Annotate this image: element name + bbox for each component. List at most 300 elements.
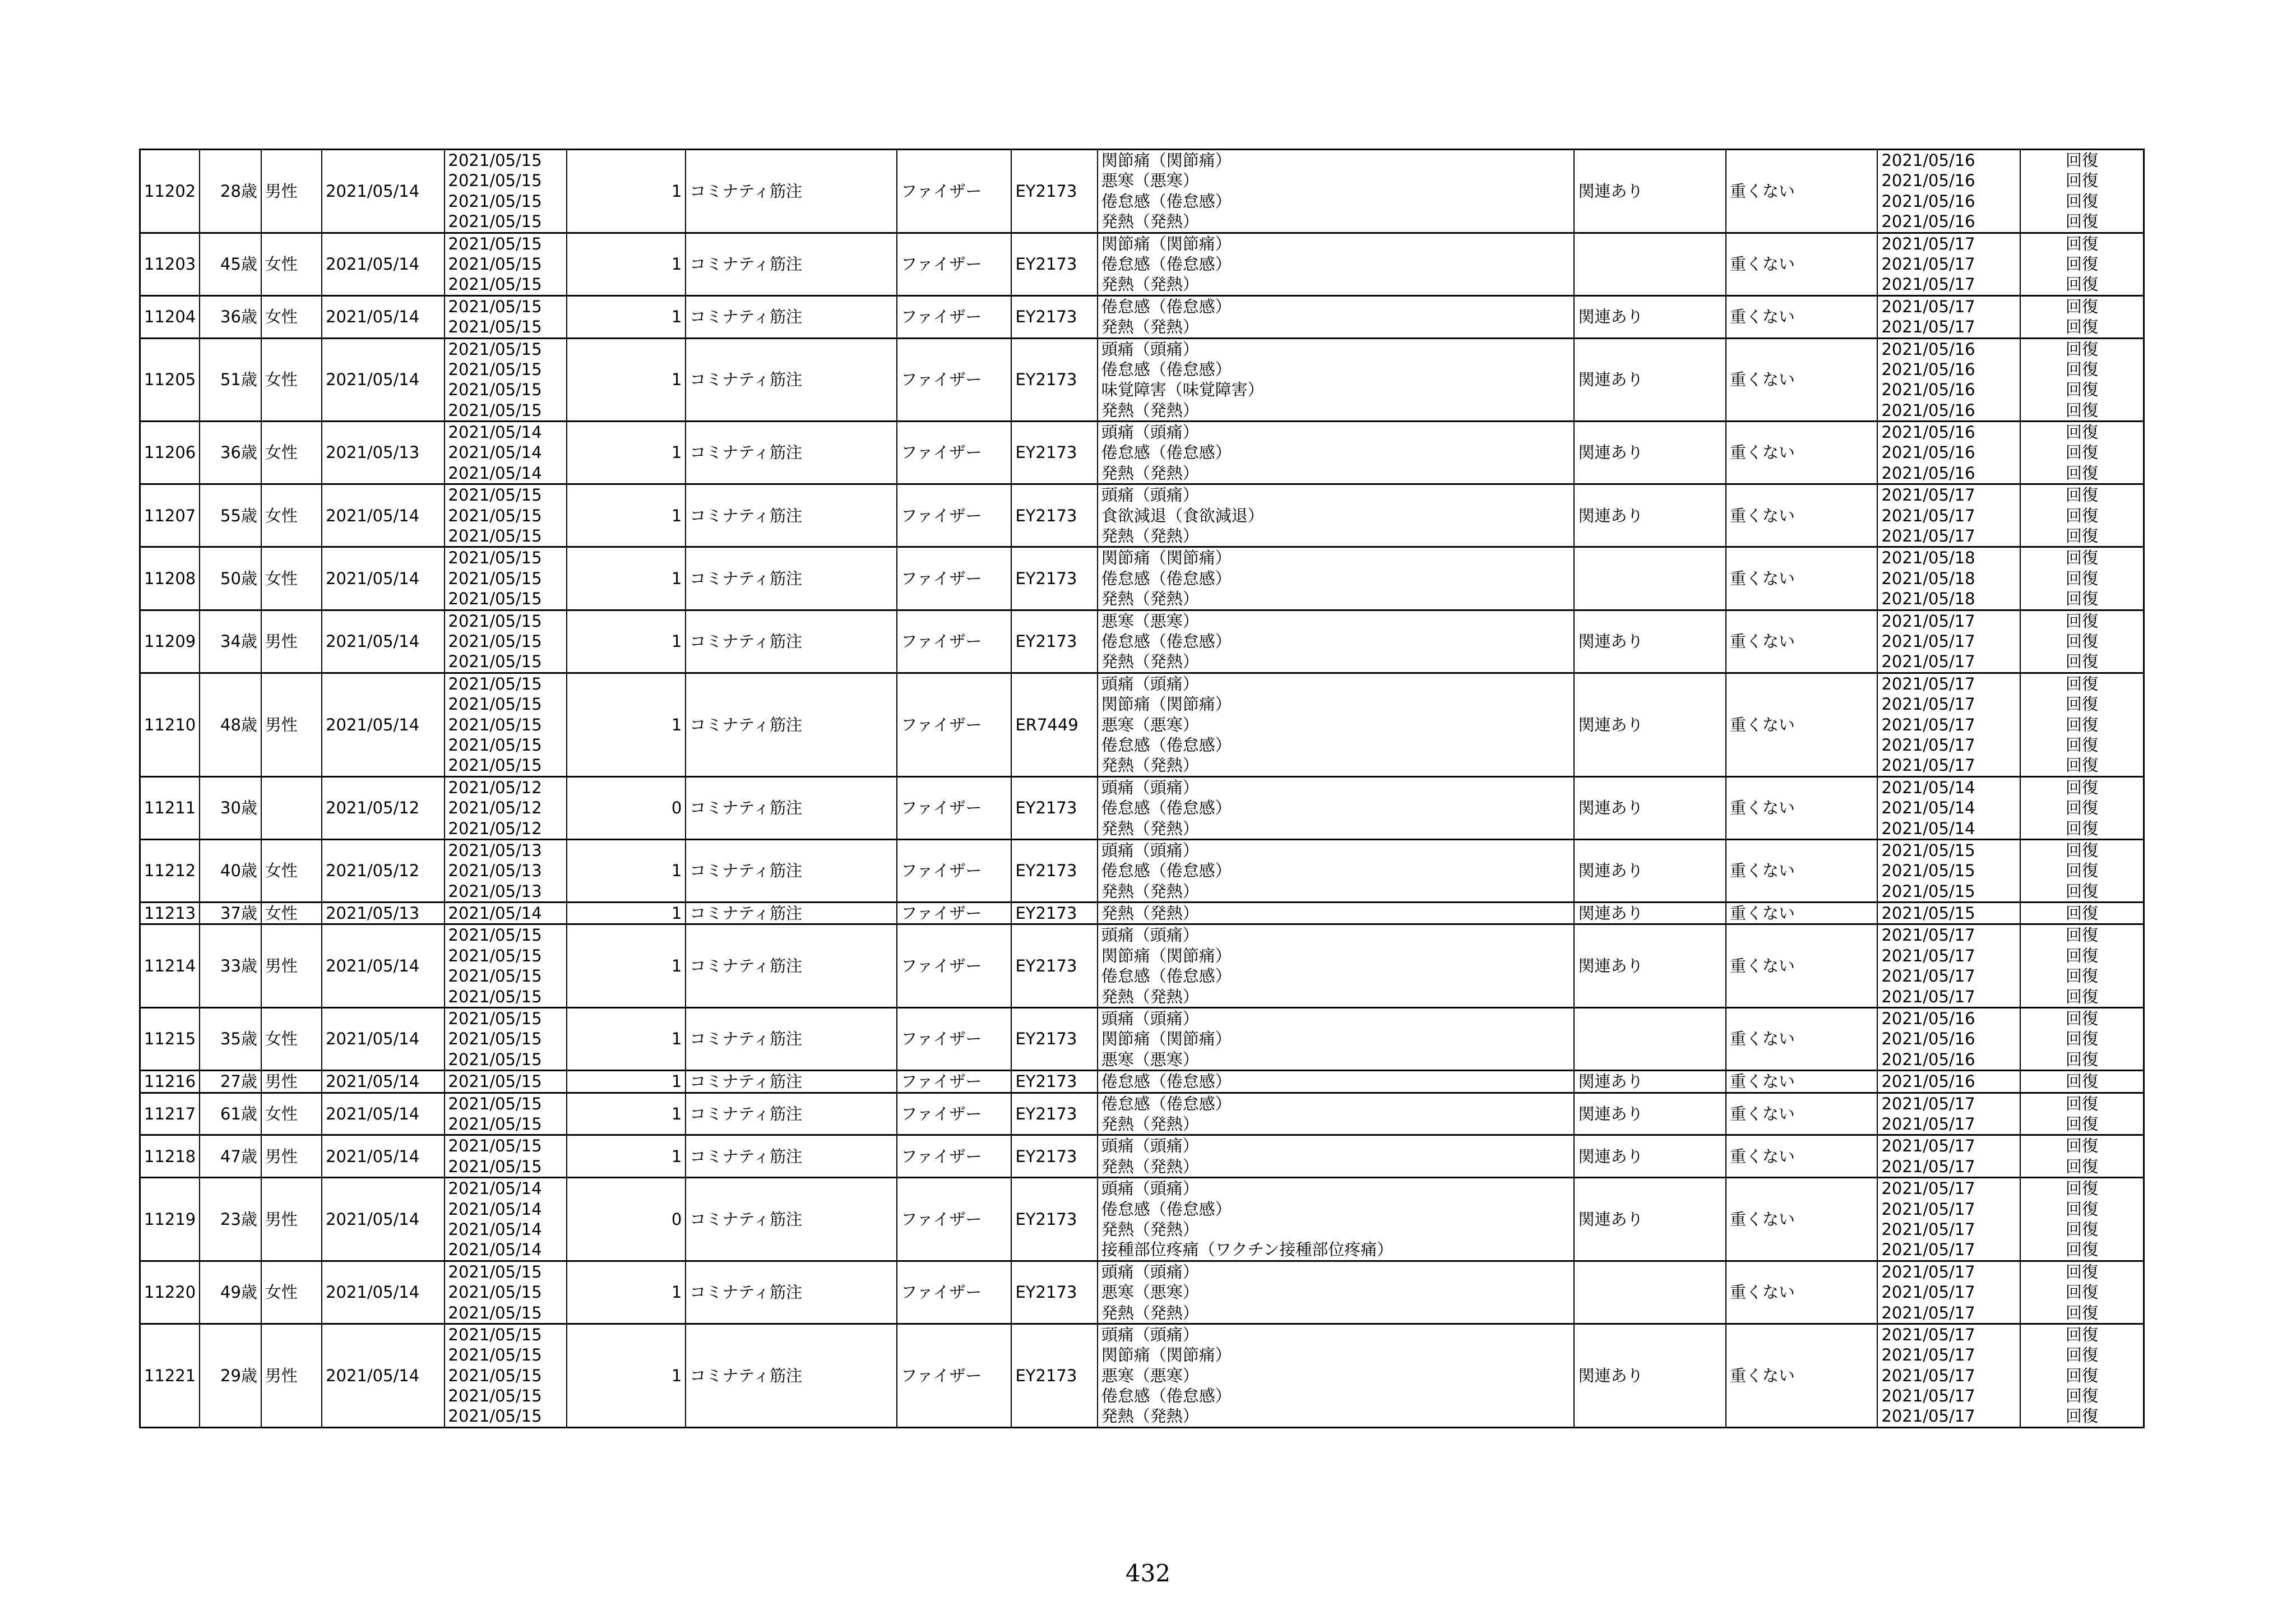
symptom-cell xyxy=(1098,839,1575,902)
symptom-cell-line: 食欲減退（食欲減退） xyxy=(1101,506,1264,525)
onset-date-cell-line: 2021/05/15 xyxy=(448,631,542,651)
vaccine-name-cell: コミナティ筋注 xyxy=(686,1324,897,1427)
age-cell: 37歳 xyxy=(200,903,261,924)
case-id-cell: 11209 xyxy=(140,610,200,673)
onset-date-cell xyxy=(445,1008,567,1071)
lot-number-cell: EY2173 xyxy=(1011,233,1097,295)
vaccination-date-cell: 2021/05/14 xyxy=(322,1093,444,1135)
age-cell: 61歳 xyxy=(200,1093,261,1135)
manufacturer-cell: ファイザー xyxy=(897,338,1011,422)
onset-date-cell-line: 2021/05/14 xyxy=(448,1179,542,1199)
onset-date-cell xyxy=(445,903,567,924)
causality-cell: 関連あり xyxy=(1574,1093,1726,1135)
outcome-date-cell xyxy=(1877,924,2020,1008)
dose-cell: 1 xyxy=(567,610,686,673)
outcome-cell-line: 回復 xyxy=(2065,317,2098,337)
symptom-cell xyxy=(1098,1178,1575,1261)
causality-cell: 関連あり xyxy=(1574,1324,1726,1427)
symptom-cell-line: 倦怠感（倦怠感） xyxy=(1101,359,1232,379)
outcome-cell xyxy=(2020,1261,2144,1324)
outcome-date-cell xyxy=(1877,1071,2020,1093)
lot-number-cell: EY2173 xyxy=(1011,1261,1097,1324)
vaccination-date-cell: 2021/05/14 xyxy=(322,233,444,295)
symptom-cell-line: 頭痛（頭痛） xyxy=(1101,1009,1199,1029)
outcome-cell xyxy=(2020,610,2144,673)
table-row xyxy=(140,1093,2144,1135)
outcome-cell-line: 回復 xyxy=(2065,966,2098,986)
symptom-cell-line: 発熱（発熱） xyxy=(1101,589,1199,609)
outcome-date-cell-line: 2021/05/17 xyxy=(1881,652,1975,672)
onset-date-cell xyxy=(445,1178,567,1261)
onset-date-cell-line: 2021/05/12 xyxy=(448,778,542,797)
manufacturer-cell: ファイザー xyxy=(897,673,1011,776)
outcome-date-cell-line: 2021/05/16 xyxy=(1881,443,1975,462)
dose-cell: 1 xyxy=(567,673,686,776)
onset-date-cell-line: 2021/05/15 xyxy=(448,652,542,672)
causality-cell: 関連あり xyxy=(1574,924,1726,1008)
outcome-date-cell xyxy=(1877,422,2020,484)
vaccination-date-cell: 2021/05/13 xyxy=(322,422,444,484)
outcome-date-cell-line: 2021/05/17 xyxy=(1881,1094,1975,1113)
outcome-cell-line: 回復 xyxy=(2065,359,2098,379)
outcome-date-cell xyxy=(1877,150,2020,233)
onset-date-cell-line: 2021/05/15 xyxy=(448,297,542,316)
outcome-date-cell xyxy=(1877,233,2020,295)
outcome-date-cell-line: 2021/05/17 xyxy=(1881,735,1975,755)
onset-date-cell-line: 2021/05/15 xyxy=(448,275,542,294)
outcome-date-cell-line: 2021/05/17 xyxy=(1881,1219,1975,1239)
case-id-cell: 11217 xyxy=(140,1093,200,1135)
outcome-cell-line: 回復 xyxy=(2065,1199,2098,1219)
manufacturer-cell: ファイザー xyxy=(897,1178,1011,1261)
outcome-cell xyxy=(2020,839,2144,902)
manufacturer-cell: ファイザー xyxy=(897,1135,1011,1178)
symptom-cell-line: 倦怠感（倦怠感） xyxy=(1101,254,1232,274)
outcome-cell xyxy=(2020,295,2144,338)
severity-cell: 重くない xyxy=(1726,924,1878,1008)
symptom-cell-line: 発熱（発熱） xyxy=(1101,400,1199,420)
onset-date-cell-line: 2021/05/15 xyxy=(448,715,542,734)
onset-date-cell-line: 2021/05/15 xyxy=(448,1406,542,1426)
outcome-cell-line: 回復 xyxy=(2065,212,2098,232)
outcome-cell xyxy=(2020,150,2144,233)
sex-cell: 男性 xyxy=(261,610,322,673)
severity-cell: 重くない xyxy=(1726,839,1878,902)
severity-cell: 重くない xyxy=(1726,338,1878,422)
case-id-cell: 11219 xyxy=(140,1178,200,1261)
outcome-cell-line: 回復 xyxy=(2065,526,2098,546)
outcome-date-cell-line: 2021/05/15 xyxy=(1881,840,1975,860)
outcome-date-cell-line: 2021/05/17 xyxy=(1881,611,1975,631)
outcome-date-cell-line: 2021/05/17 xyxy=(1881,631,1975,651)
severity-cell: 重くない xyxy=(1726,1071,1878,1093)
outcome-date-cell-line: 2021/05/16 xyxy=(1881,1072,1975,1091)
symptom-cell-line: 頭痛（頭痛） xyxy=(1101,1136,1199,1156)
onset-date-cell xyxy=(445,610,567,673)
causality-cell: 関連あり xyxy=(1574,150,1726,233)
symptom-cell-line: 発熱（発熱） xyxy=(1101,275,1199,294)
onset-date-cell xyxy=(445,547,567,610)
outcome-cell-line: 回復 xyxy=(2065,339,2098,359)
manufacturer-cell: ファイザー xyxy=(897,1324,1011,1427)
case-id-cell: 11206 xyxy=(140,422,200,484)
symptom-cell-line: 発熱（発熱） xyxy=(1101,1406,1199,1426)
dose-cell: 1 xyxy=(567,1071,686,1093)
onset-date-cell xyxy=(445,1324,567,1427)
onset-date-cell-line: 2021/05/15 xyxy=(448,254,542,274)
manufacturer-cell: ファイザー xyxy=(897,610,1011,673)
symptom-cell-line: 関節痛（関節痛） xyxy=(1101,548,1232,568)
symptom-cell-line: 倦怠感（倦怠感） xyxy=(1101,1072,1232,1091)
sex-cell: 女性 xyxy=(261,422,322,484)
symptom-cell-line: 発熱（発熱） xyxy=(1101,652,1199,672)
outcome-cell xyxy=(2020,547,2144,610)
onset-date-cell-line: 2021/05/15 xyxy=(448,339,542,359)
outcome-date-cell-line: 2021/05/17 xyxy=(1881,234,1975,253)
symptom-cell-line: 頭痛（頭痛） xyxy=(1101,1325,1199,1344)
outcome-cell xyxy=(2020,776,2144,839)
outcome-date-cell-line: 2021/05/17 xyxy=(1881,485,1975,505)
symptom-cell-line: 関節痛（関節痛） xyxy=(1101,695,1232,714)
sex-cell: 男性 xyxy=(261,150,322,233)
outcome-date-cell xyxy=(1877,1324,2020,1427)
dose-cell: 1 xyxy=(567,1093,686,1135)
symptom-cell-line: 関節痛（関節痛） xyxy=(1101,1029,1232,1049)
outcome-date-cell-line: 2021/05/17 xyxy=(1881,1262,1975,1281)
age-cell: 28歳 xyxy=(200,150,261,233)
table-row xyxy=(140,233,2144,295)
manufacturer-cell: ファイザー xyxy=(897,1071,1011,1093)
outcome-date-cell-line: 2021/05/17 xyxy=(1881,946,1975,965)
outcome-cell-line: 回復 xyxy=(2065,191,2098,211)
outcome-cell-line: 回復 xyxy=(2065,840,2098,860)
outcome-cell-line: 回復 xyxy=(2065,1029,2098,1049)
symptom-cell-line: 悪寒（悪寒） xyxy=(1101,1283,1199,1302)
lot-number-cell: EY2173 xyxy=(1011,1071,1097,1093)
symptom-cell-line: 関節痛（関節痛） xyxy=(1101,1345,1232,1365)
vaccine-name-cell: コミナティ筋注 xyxy=(686,903,897,924)
symptom-cell-line: 関節痛（関節痛） xyxy=(1101,151,1232,170)
vaccination-date-cell: 2021/05/14 xyxy=(322,1008,444,1071)
lot-number-cell: EY2173 xyxy=(1011,1135,1097,1178)
dose-cell: 1 xyxy=(567,484,686,547)
sex-cell: 女性 xyxy=(261,547,322,610)
outcome-cell xyxy=(2020,1178,2144,1261)
lot-number-cell: EY2173 xyxy=(1011,422,1097,484)
manufacturer-cell: ファイザー xyxy=(897,1093,1011,1135)
onset-date-cell xyxy=(445,233,567,295)
onset-date-cell-line: 2021/05/15 xyxy=(448,171,542,191)
dose-cell: 1 xyxy=(567,924,686,1008)
symptom-cell xyxy=(1098,673,1575,776)
dose-cell: 1 xyxy=(567,1324,686,1427)
sex-cell: 男性 xyxy=(261,1324,322,1427)
vaccination-date-cell: 2021/05/14 xyxy=(322,924,444,1008)
onset-date-cell-line: 2021/05/15 xyxy=(448,1136,542,1156)
onset-date-cell-line: 2021/05/15 xyxy=(448,1114,542,1133)
outcome-cell-line: 回復 xyxy=(2065,1262,2098,1281)
case-id-cell: 11202 xyxy=(140,150,200,233)
table-row xyxy=(140,1135,2144,1178)
severity-cell: 重くない xyxy=(1726,1324,1878,1427)
outcome-date-cell xyxy=(1877,673,2020,776)
onset-date-cell-line: 2021/05/15 xyxy=(448,1283,542,1302)
outcome-date-cell-line: 2021/05/16 xyxy=(1881,171,1975,191)
vaccination-date-cell: 2021/05/14 xyxy=(322,338,444,422)
outcome-cell-line: 回復 xyxy=(2065,463,2098,483)
symptom-cell-line: 倦怠感（倦怠感） xyxy=(1101,1386,1232,1406)
outcome-cell-line: 回復 xyxy=(2065,1156,2098,1176)
outcome-cell-line: 回復 xyxy=(2065,234,2098,253)
outcome-cell-line: 回復 xyxy=(2065,1114,2098,1133)
onset-date-cell-line: 2021/05/12 xyxy=(448,818,542,838)
age-cell: 47歳 xyxy=(200,1135,261,1178)
outcome-date-cell-line: 2021/05/18 xyxy=(1881,568,1975,588)
outcome-date-cell-line: 2021/05/16 xyxy=(1881,380,1975,400)
dose-cell: 1 xyxy=(567,547,686,610)
causality-cell: 関連あり xyxy=(1574,422,1726,484)
symptom-cell-line: 発熱（発熱） xyxy=(1101,881,1199,901)
sex-cell: 男性 xyxy=(261,1135,322,1178)
manufacturer-cell: ファイザー xyxy=(897,150,1011,233)
symptom-cell-line: 発熱（発熱） xyxy=(1101,463,1199,483)
symptom-cell-line: 発熱（発熱） xyxy=(1101,818,1199,838)
outcome-cell-line: 回復 xyxy=(2065,443,2098,462)
table-row xyxy=(140,1178,2144,1261)
symptom-cell-line: 倦怠感（倦怠感） xyxy=(1101,861,1232,881)
outcome-date-cell-line: 2021/05/18 xyxy=(1881,548,1975,568)
manufacturer-cell: ファイザー xyxy=(897,547,1011,610)
symptom-cell xyxy=(1098,1135,1575,1178)
outcome-date-cell-line: 2021/05/17 xyxy=(1881,506,1975,525)
vaccine-name-cell: コミナティ筋注 xyxy=(686,1008,897,1071)
outcome-date-cell-line: 2021/05/17 xyxy=(1881,1136,1975,1156)
symptom-cell-line: 倦怠感（倦怠感） xyxy=(1101,966,1232,986)
outcome-cell-line: 回復 xyxy=(2065,254,2098,274)
case-id-cell: 11214 xyxy=(140,924,200,1008)
lot-number-cell: EY2173 xyxy=(1011,547,1097,610)
severity-cell: 重くない xyxy=(1726,610,1878,673)
causality-cell xyxy=(1574,1261,1726,1324)
symptom-cell xyxy=(1098,150,1575,233)
vaccine-name-cell: コミナティ筋注 xyxy=(686,1178,897,1261)
sex-cell: 男性 xyxy=(261,673,322,776)
lot-number-cell: EY2173 xyxy=(1011,839,1097,902)
outcome-cell-line: 回復 xyxy=(2065,946,2098,965)
age-cell: 50歳 xyxy=(200,547,261,610)
age-cell: 35歳 xyxy=(200,1008,261,1071)
onset-date-cell xyxy=(445,839,567,902)
outcome-cell-line: 回復 xyxy=(2065,611,2098,631)
outcome-cell-line: 回復 xyxy=(2065,818,2098,838)
onset-date-cell-line: 2021/05/15 xyxy=(448,400,542,420)
symptom-cell-line: 倦怠感（倦怠感） xyxy=(1101,1094,1232,1113)
outcome-cell-line: 回復 xyxy=(2065,756,2098,775)
outcome-date-cell-line: 2021/05/17 xyxy=(1881,1386,1975,1406)
age-cell: 27歳 xyxy=(200,1071,261,1093)
outcome-date-cell xyxy=(1877,295,2020,338)
table-row xyxy=(140,1324,2144,1427)
symptom-cell-line: 味覚障害（味覚障害） xyxy=(1101,380,1264,400)
symptom-cell-line: 倦怠感（倦怠感） xyxy=(1101,1199,1232,1219)
outcome-cell-line: 回復 xyxy=(2065,861,2098,881)
table-row xyxy=(140,547,2144,610)
symptom-cell-line: 発熱（発熱） xyxy=(1101,904,1199,923)
outcome-date-cell-line: 2021/05/16 xyxy=(1881,212,1975,232)
onset-date-cell-line: 2021/05/15 xyxy=(448,317,542,337)
manufacturer-cell: ファイザー xyxy=(897,422,1011,484)
age-cell: 45歳 xyxy=(200,233,261,295)
onset-date-cell xyxy=(445,776,567,839)
onset-date-cell xyxy=(445,673,567,776)
age-cell: 34歳 xyxy=(200,610,261,673)
outcome-date-cell-line: 2021/05/16 xyxy=(1881,463,1975,483)
symptom-cell xyxy=(1098,1008,1575,1071)
outcome-date-cell-line: 2021/05/17 xyxy=(1881,1199,1975,1219)
outcome-cell-line: 回復 xyxy=(2065,1240,2098,1260)
symptom-cell-line: 頭痛（頭痛） xyxy=(1101,1179,1199,1199)
outcome-cell-line: 回復 xyxy=(2065,987,2098,1006)
severity-cell: 重くない xyxy=(1726,150,1878,233)
table-row xyxy=(140,903,2144,924)
symptom-cell-line: 頭痛（頭痛） xyxy=(1101,1262,1199,1281)
outcome-cell-line: 回復 xyxy=(2065,1136,2098,1156)
onset-date-cell-line: 2021/05/15 xyxy=(448,926,542,945)
onset-date-cell xyxy=(445,422,567,484)
table-row xyxy=(140,338,2144,422)
vaccination-date-cell: 2021/05/14 xyxy=(322,295,444,338)
severity-cell: 重くない xyxy=(1726,295,1878,338)
severity-cell: 重くない xyxy=(1726,776,1878,839)
dose-cell: 0 xyxy=(567,1178,686,1261)
symptom-cell-line: 倦怠感（倦怠感） xyxy=(1101,568,1232,588)
outcome-date-cell-line: 2021/05/15 xyxy=(1881,861,1975,881)
vaccine-name-cell: コミナティ筋注 xyxy=(686,776,897,839)
outcome-date-cell-line: 2021/05/17 xyxy=(1881,966,1975,986)
vaccination-date-cell: 2021/05/14 xyxy=(322,1324,444,1427)
outcome-cell-line: 回復 xyxy=(2065,1179,2098,1199)
outcome-cell-line: 回復 xyxy=(2065,695,2098,714)
symptom-cell-line: 悪寒（悪寒） xyxy=(1101,171,1199,191)
age-cell: 23歳 xyxy=(200,1178,261,1261)
severity-cell: 重くない xyxy=(1726,547,1878,610)
outcome-date-cell xyxy=(1877,610,2020,673)
outcome-date-cell xyxy=(1877,1008,2020,1071)
symptom-cell-line: 倦怠感（倦怠感） xyxy=(1101,735,1232,755)
manufacturer-cell: ファイザー xyxy=(897,1261,1011,1324)
case-id-cell: 11210 xyxy=(140,673,200,776)
outcome-cell-line: 回復 xyxy=(2065,1366,2098,1385)
outcome-date-cell-line: 2021/05/17 xyxy=(1881,317,1975,337)
outcome-date-cell xyxy=(1877,903,2020,924)
onset-date-cell-line: 2021/05/15 xyxy=(448,1325,542,1344)
causality-cell: 関連あり xyxy=(1574,295,1726,338)
lot-number-cell: EY2173 xyxy=(1011,150,1097,233)
onset-date-cell-line: 2021/05/15 xyxy=(448,1303,542,1322)
onset-date-cell-line: 2021/05/15 xyxy=(448,966,542,986)
outcome-date-cell-line: 2021/05/16 xyxy=(1881,400,1975,420)
lot-number-cell: EY2173 xyxy=(1011,1093,1097,1135)
symptom-cell-line: 発熱（発熱） xyxy=(1101,212,1199,232)
causality-cell xyxy=(1574,233,1726,295)
outcome-cell-line: 回復 xyxy=(2065,1386,2098,1406)
age-cell: 49歳 xyxy=(200,1261,261,1324)
severity-cell: 重くない xyxy=(1726,233,1878,295)
outcome-cell-line: 回復 xyxy=(2065,1072,2098,1091)
outcome-cell-line: 回復 xyxy=(2065,506,2098,525)
onset-date-cell-line: 2021/05/15 xyxy=(448,212,542,232)
outcome-date-cell-line: 2021/05/17 xyxy=(1881,1366,1975,1385)
causality-cell: 関連あり xyxy=(1574,610,1726,673)
table-row xyxy=(140,1261,2144,1324)
symptom-cell xyxy=(1098,233,1575,295)
outcome-date-cell xyxy=(1877,338,2020,422)
symptom-cell xyxy=(1098,1071,1575,1093)
outcome-cell-line: 回復 xyxy=(2065,715,2098,734)
outcome-date-cell-line: 2021/05/17 xyxy=(1881,695,1975,714)
outcome-date-cell-line: 2021/05/17 xyxy=(1881,297,1975,316)
outcome-date-cell-line: 2021/05/16 xyxy=(1881,339,1975,359)
vaccine-name-cell: コミナティ筋注 xyxy=(686,1261,897,1324)
outcome-date-cell-line: 2021/05/15 xyxy=(1881,904,1975,923)
outcome-date-cell-line: 2021/05/15 xyxy=(1881,881,1975,901)
onset-date-cell-line: 2021/05/15 xyxy=(448,756,542,775)
outcome-cell-line: 回復 xyxy=(2065,631,2098,651)
outcome-date-cell-line: 2021/05/17 xyxy=(1881,674,1975,693)
vaccine-name-cell: コミナティ筋注 xyxy=(686,547,897,610)
case-id-cell: 11220 xyxy=(140,1261,200,1324)
case-id-cell: 11203 xyxy=(140,233,200,295)
sex-cell: 女性 xyxy=(261,839,322,902)
sex-cell: 女性 xyxy=(261,233,322,295)
table-row xyxy=(140,295,2144,338)
manufacturer-cell: ファイザー xyxy=(897,903,1011,924)
severity-cell: 重くない xyxy=(1726,1008,1878,1071)
dose-cell: 1 xyxy=(567,295,686,338)
onset-date-cell-line: 2021/05/15 xyxy=(448,674,542,693)
symptom-cell-line: 発熱（発熱） xyxy=(1101,1303,1199,1322)
sex-cell: 女性 xyxy=(261,484,322,547)
outcome-cell xyxy=(2020,903,2144,924)
lot-number-cell: EY2173 xyxy=(1011,484,1097,547)
outcome-date-cell-line: 2021/05/17 xyxy=(1881,1406,1975,1426)
onset-date-cell-line: 2021/05/14 xyxy=(448,1240,542,1260)
table-row xyxy=(140,839,2144,902)
sex-cell: 女性 xyxy=(261,338,322,422)
outcome-date-cell-line: 2021/05/17 xyxy=(1881,756,1975,775)
symptom-cell xyxy=(1098,903,1575,924)
case-id-cell: 11221 xyxy=(140,1324,200,1427)
outcome-cell xyxy=(2020,484,2144,547)
outcome-cell xyxy=(2020,1071,2144,1093)
onset-date-cell-line: 2021/05/15 xyxy=(448,1345,542,1365)
case-id-cell: 11212 xyxy=(140,839,200,902)
symptom-cell-line: 発熱（発熱） xyxy=(1101,1114,1199,1133)
onset-date-cell xyxy=(445,484,567,547)
symptom-cell xyxy=(1098,776,1575,839)
causality-cell: 関連あり xyxy=(1574,839,1726,902)
symptom-cell-line: 悪寒（悪寒） xyxy=(1101,611,1199,631)
case-id-cell: 11213 xyxy=(140,903,200,924)
outcome-cell-line: 回復 xyxy=(2065,380,2098,400)
case-id-cell: 11208 xyxy=(140,547,200,610)
onset-date-cell-line: 2021/05/14 xyxy=(448,1199,542,1219)
vaccine-name-cell: コミナティ筋注 xyxy=(686,924,897,1008)
onset-date-cell xyxy=(445,150,567,233)
vaccination-date-cell: 2021/05/12 xyxy=(322,839,444,902)
onset-date-cell-line: 2021/05/15 xyxy=(448,380,542,400)
outcome-date-cell-line: 2021/05/17 xyxy=(1881,1114,1975,1133)
